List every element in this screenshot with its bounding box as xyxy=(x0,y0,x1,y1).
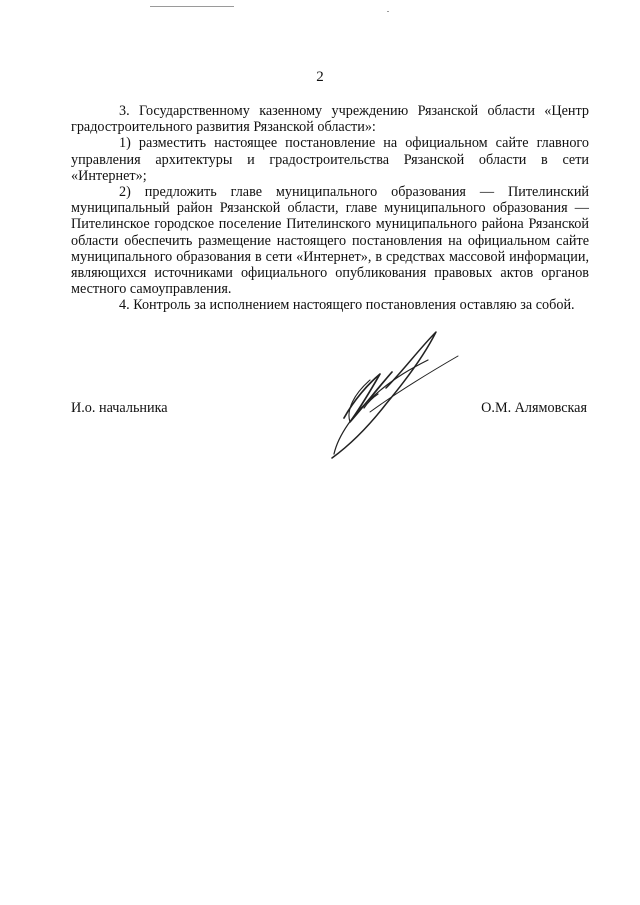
scan-edge-mark xyxy=(387,11,389,12)
document-body xyxy=(71,103,589,314)
paragraph-subitem-2: 2) предложить главе муниципального образования — Пителинский муниципальный район Рязанской области, главе муниципального образования — Пителинское городское поселение Пителинского муниципального района Рязанской области обеспечить размещение настоящего постановления на официальном сайте муниципального образования в сети «Интернет», в средствах массовой информации, являющихся источниками официального опубликования правовых актов органов местного самоуправления. xyxy=(71,184,589,298)
paragraph-subitem-1: 1) разместить настоящее постановление на официальном сайте главного управления архитектуры и градостроительства Рязанской области в сети «Интернет»; xyxy=(71,135,589,184)
paragraph-item-4: 4. Контроль за исполнением настоящего постановления оставляю за собой. xyxy=(119,297,575,314)
page-number: 2 xyxy=(316,69,324,85)
paragraph-item-3: 3. Государственному казенному учреждению Рязанской области «Центр градостроительного развития Рязанской области»: xyxy=(71,103,589,136)
signer-position: И.о. начальника xyxy=(71,400,168,416)
signer-name: О.М. Алямовская xyxy=(481,400,587,416)
signature-block xyxy=(71,400,589,418)
scan-edge-mark xyxy=(150,6,234,7)
handwritten-signature xyxy=(320,326,470,466)
